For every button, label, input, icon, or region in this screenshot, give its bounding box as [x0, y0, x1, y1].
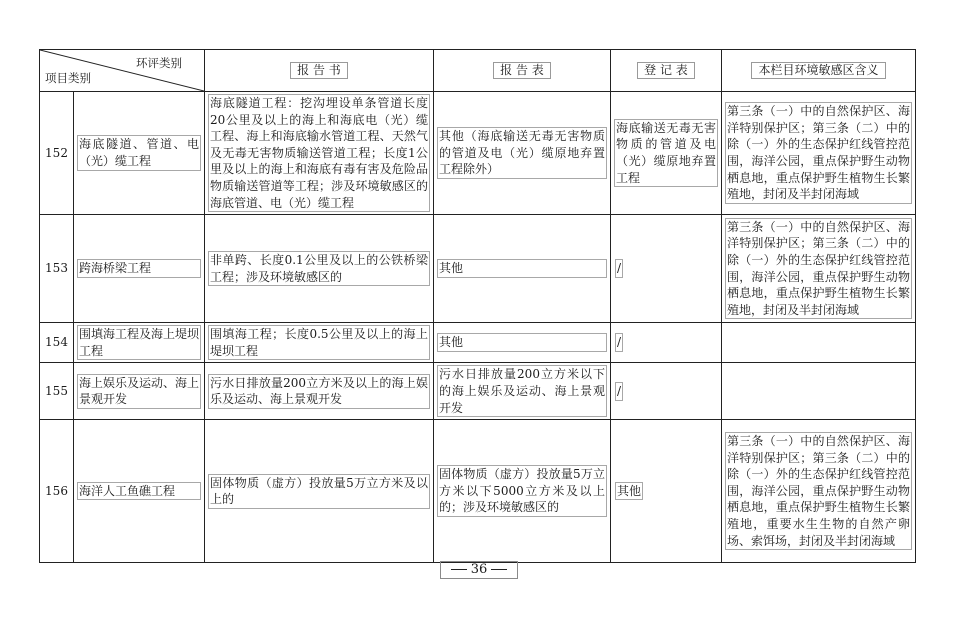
report-book-criteria: 围填海工程；长度0.5公里及以上的海上堤坝工程: [205, 323, 434, 363]
report-table-criteria: 污水日排放量200立方米以下的海上娱乐及运动、海上景观开发: [434, 363, 611, 420]
page-number-value: 36: [470, 562, 488, 577]
report-book-criteria: 海底隧道工程：挖沟埋设单条管道长度20公里及以上的海上和海底电（光）缆工程、海上和海底输水管道工程、天然气及无毒无害物质输送管道工程；长度1公里及以上的海上和海底有毒有害及危险品物质输送管道等工程；涉及环境敏感区的海底管道、电（光）缆工程: [205, 92, 434, 215]
register-table-criteria: /: [611, 363, 722, 420]
sensitive-area-definition: [722, 323, 916, 363]
header-row: [40, 50, 916, 92]
report-book-criteria: 污水日排放量200立方米及以上的海上娱乐及运动、海上景观开发: [205, 363, 434, 420]
row-index: 153: [40, 215, 74, 323]
diagonal-header-cell: [40, 50, 205, 92]
dash-right: [491, 569, 507, 570]
row-index: 154: [40, 323, 74, 363]
report-table-criteria: 固体物质（虚方）投放量5万立方米以下5000立方米及以上的；涉及环境敏感区的: [434, 420, 611, 563]
register-table-criteria: 海底输送无毒无害物质的管道及电（光）缆原地弃置工程: [611, 92, 722, 215]
header-report-table: 报 告 表: [434, 50, 611, 92]
project-category: 海上娱乐及运动、海上景观开发: [74, 363, 205, 420]
header-register-table: 登 记 表: [611, 50, 722, 92]
project-category-label: 项目类别: [45, 71, 91, 86]
row-index: 155: [40, 363, 74, 420]
sensitive-area-definition: [722, 363, 916, 420]
project-category: 海底隧道、管道、电（光）缆工程: [74, 92, 205, 215]
table-row: [40, 420, 916, 563]
env-category-label: 环评类别: [136, 56, 182, 70]
project-category: 围填海工程及海上堤坝工程: [74, 323, 205, 363]
sensitive-area-definition: 第三条（一）中的自然保护区、海洋特别保护区；第三条（二）中的除（一）外的生态保护红线管控范围，海洋公园，重点保护野生动物栖息地，重点保护野生植物生长繁殖地，封闭及半封闭海域: [722, 92, 916, 215]
sensitive-area-definition: 第三条（一）中的自然保护区、海洋特别保护区；第三条（二）中的除（一）外的生态保护红线管控范围，海洋公园，重点保护野生动物栖息地，重点保护野生植物生长繁殖地，重要水生生物的自然产卵场、索饵场，封闭及半封闭海域: [722, 420, 916, 563]
register-table-criteria: 其他: [611, 420, 722, 563]
table-row: [40, 92, 916, 215]
table-row: [40, 215, 916, 323]
report-table-criteria: 其他: [434, 323, 611, 363]
table-row: [40, 363, 916, 420]
report-table-criteria: 其他: [434, 215, 611, 323]
header-report-book: 报 告 书: [205, 50, 434, 92]
register-table-criteria: /: [611, 323, 722, 363]
project-category: 海洋人工鱼礁工程: [74, 420, 205, 563]
row-index: 152: [40, 92, 74, 215]
classification-table: [39, 49, 916, 563]
report-book-criteria: 非单跨、长度0.1公里及以上的公铁桥梁工程；涉及环境敏感区的: [205, 215, 434, 323]
row-index: 156: [40, 420, 74, 563]
table-row: [40, 323, 916, 363]
header-sensitive-area: 本栏目环境敏感区含义: [722, 50, 916, 92]
sensitive-area-definition: 第三条（一）中的自然保护区、海洋特别保护区；第三条（二）中的除（一）外的生态保护红线管控范围，海洋公园，重点保护野生动物栖息地，重点保护野生植物生长繁殖地，封闭及半封闭海域: [722, 215, 916, 323]
page-number: [440, 561, 518, 579]
report-table-criteria: 其他（海底输送无毒无害物质的管道及电（光）缆原地弃置工程除外）: [434, 92, 611, 215]
report-book-criteria: 固体物质（虚方）投放量5万立方米及以上的: [205, 420, 434, 563]
project-category: 跨海桥梁工程: [74, 215, 205, 323]
dash-left: [451, 569, 467, 570]
register-table-criteria: /: [611, 215, 722, 323]
